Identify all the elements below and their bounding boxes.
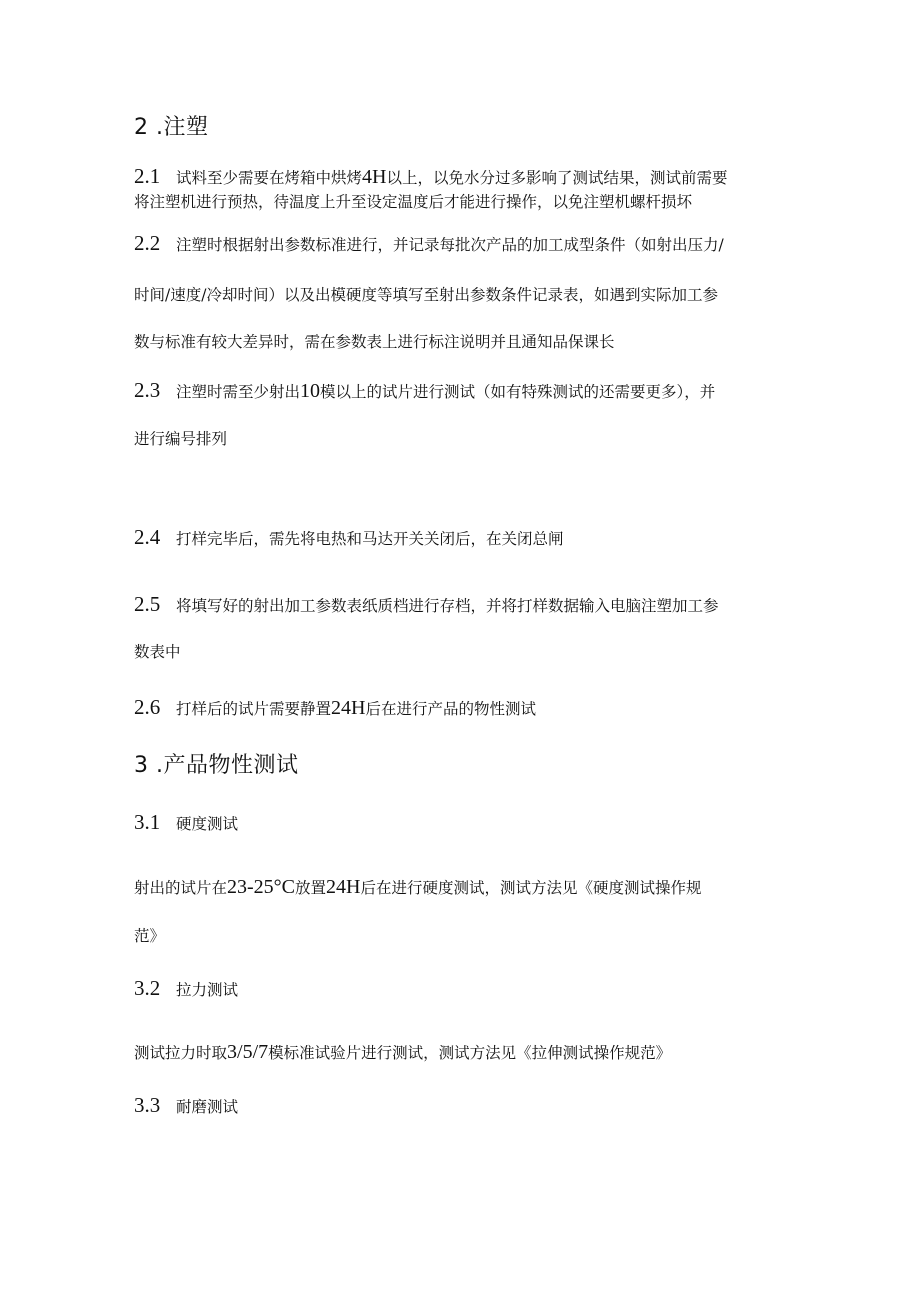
- item-3-1-title: [134, 810, 238, 835]
- text-run: 时间/速度/冷却时间）以及出模硬度等填写至射出参数条件记录表，如遇到实际加工参: [134, 286, 718, 304]
- text-run-number: 4H: [362, 166, 387, 188]
- item-2-1-line-1: [134, 164, 727, 189]
- item-2-5-line-1: [134, 592, 719, 617]
- item-3-1-number: 3.1: [134, 810, 161, 834]
- item-2-2-line-2: [134, 283, 718, 305]
- text-run: 进行编号排列: [134, 430, 228, 448]
- text-run: 放置: [295, 879, 327, 897]
- text-run: 模以上的试片进行测试（如有特殊测试的还需要更多），并: [320, 383, 716, 401]
- item-2-6-number: 2.6: [134, 695, 161, 719]
- text-run-number: 23-25°C: [227, 876, 296, 898]
- item-3-1-title-text: 硬度测试: [176, 815, 239, 833]
- text-run-number: 24H: [331, 697, 366, 719]
- text-run-number: 24H: [326, 876, 361, 898]
- text-run: 注塑时需至少射出: [176, 383, 301, 401]
- text-run: 测试拉力时取: [134, 1044, 228, 1062]
- item-2-5-line-2: [134, 640, 181, 662]
- text-run: 试料至少需要在烤箱中烘烤: [176, 169, 363, 187]
- item-2-6-line-1: [134, 695, 536, 720]
- item-2-3-line-1: [134, 378, 715, 403]
- item-2-3-number: 2.3: [134, 378, 161, 402]
- item-2-4-line-1: [134, 525, 564, 550]
- item-3-2-title: [134, 976, 238, 1001]
- text-run: 将填写好的射出加工参数表纸质档进行存档，并将打样数据输入电脑注塑加工参: [176, 597, 719, 615]
- section-3-heading: 3 .产品物性测试: [134, 753, 299, 778]
- item-2-1-number: 2.1: [134, 164, 161, 188]
- item-3-3-number: 3.3: [134, 1093, 161, 1117]
- item-2-2-line-3: [134, 330, 615, 352]
- text-run-number: 10: [300, 380, 321, 402]
- text-run: 模标准试验片进行测试，测试方法见《拉伸测试操作规范》: [268, 1044, 672, 1062]
- text-run: 打样完毕后，需先将电热和马达开关关闭后，在关闭总闸: [176, 530, 564, 548]
- item-3-1-body-line-2: [134, 924, 165, 946]
- item-2-2-number: 2.2: [134, 231, 161, 255]
- text-run: 数与标准有较大差异时，需在参数表上进行标注说明并且通知品保课长: [134, 333, 615, 351]
- text-run: 范》: [134, 927, 166, 945]
- item-3-2-title-text: 拉力测试: [176, 981, 239, 999]
- text-run: 数表中: [134, 643, 181, 661]
- item-2-1-line-2: [134, 190, 692, 212]
- item-3-3-title: [134, 1093, 238, 1118]
- section-2-heading: 2 .注塑: [134, 115, 209, 140]
- item-2-5-number: 2.5: [134, 592, 161, 616]
- text-run: 将注塑机进行预热，待温度上升至设定温度后才能进行操作，以免注塑机螺杆损坏: [134, 193, 693, 211]
- text-run: 注塑时根据射出参数标准进行，并记录每批次产品的加工成型条件（如射出压力/: [176, 236, 724, 254]
- text-run: 以上，以免水分过多影响了测试结果，测试前需要: [386, 169, 728, 187]
- text-run: 后在进行硬度测试，测试方法见《硬度测试操作规: [360, 879, 702, 897]
- text-run-number: 3/5/7: [227, 1041, 269, 1063]
- item-3-2-body-line-1: [134, 1041, 671, 1064]
- text-run: 射出的试片在: [134, 879, 228, 897]
- text-run: 打样后的试片需要静置: [176, 700, 332, 718]
- item-2-3-line-2: [134, 427, 227, 449]
- item-3-1-body-line-1: [134, 876, 702, 899]
- item-3-3-title-text: 耐磨测试: [176, 1098, 239, 1116]
- item-2-4-number: 2.4: [134, 525, 161, 549]
- item-2-2-line-1: [134, 231, 724, 256]
- text-run: 后在进行产品的物性测试: [365, 700, 536, 718]
- item-3-2-number: 3.2: [134, 976, 161, 1000]
